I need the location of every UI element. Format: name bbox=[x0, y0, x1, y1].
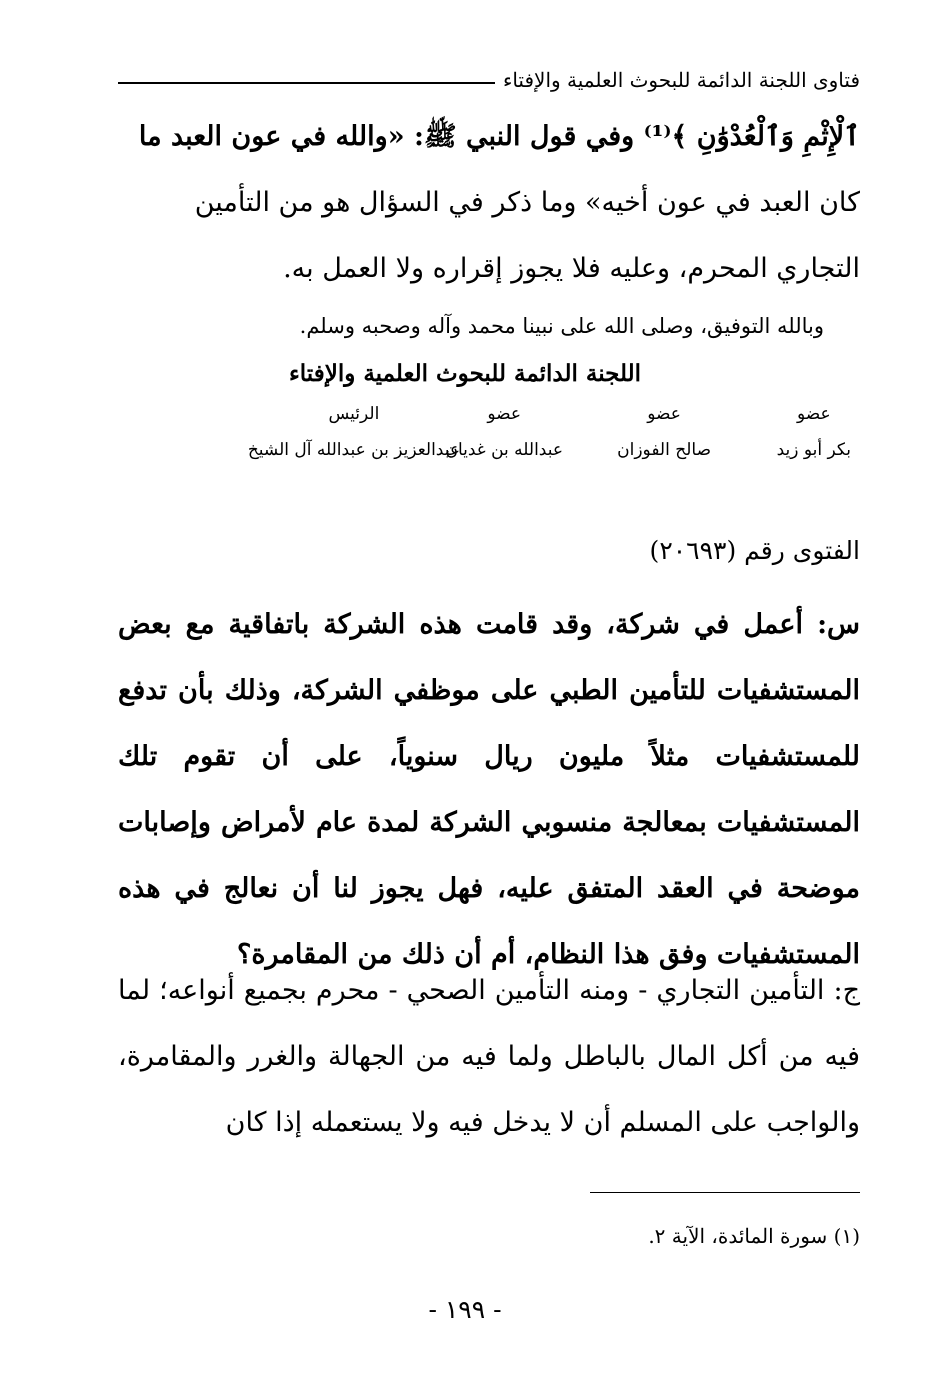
running-header bbox=[118, 62, 860, 98]
signatory-4 bbox=[248, 398, 460, 470]
signatory-name: بكر أبو زيد bbox=[776, 440, 851, 460]
footnote: (١) سورة المائدة، الآية ٢. bbox=[648, 1224, 860, 1248]
question-paragraph: س: أعمل في شركة، وقد قامت هذه الشركة باتفاقية مع بعض المستشفيات للتأمين الطبي على موظفي الشركة، وذلك بأن تدفع للمستشفيات مثلاً مليون ريال سنوياً، على أن تقوم تلك المستشفيات بمعالجة منسوبي الشركة لمدة عام لأمراض وإصابات موضحة في العقد المتفق عليه، فهل يجوز لنا أن نعالج في هذه المستشفيات وفق هذا النظام، أم أن ذلك من المقامرة؟ bbox=[118, 609, 860, 970]
fatwa-number: الفتوى رقم (٢٠٦٩٣) bbox=[649, 536, 860, 565]
answer-paragraph: ج: التأمين التجاري - ومنه التأمين الصحي - محرم بجميع أنواعه؛ لما فيه من أكل المال بالباطل ولما فيه من الجهالة والغرر والمقامرة، والواجب على المسلم أن لا يدخل فيه ولا يستعمله إذا كان bbox=[118, 975, 860, 1138]
signatory-1 bbox=[777, 398, 851, 470]
signatory-name: عبدالعزيز بن عبدالله آل الشيخ bbox=[247, 440, 460, 460]
signatory-3 bbox=[445, 398, 563, 470]
page-number: - ١٩٩ - bbox=[428, 1295, 502, 1324]
running-header-title: فتاوى اللجنة الدائمة للبحوث العلمية والإفتاء bbox=[502, 68, 860, 92]
footnote-rule bbox=[590, 1192, 860, 1193]
closing-formula: وبالله التوفيق، وصلى الله على نبينا محمد وآله وصحبه وسلم. bbox=[299, 314, 824, 338]
signatory-role: عضو bbox=[647, 404, 681, 424]
signatory-role: عضو bbox=[796, 404, 831, 424]
signatory-role: الرئيس bbox=[328, 404, 380, 424]
signatory-name: صالح الفوزان bbox=[617, 440, 711, 460]
committee-name: اللجنة الدائمة للبحوث العلمية والإفتاء bbox=[288, 360, 642, 387]
signatory-role: عضو bbox=[487, 404, 522, 424]
signatory-2 bbox=[617, 398, 711, 470]
previous-answer-line-3: التجاري المحرم، وعليه فلا يجوز إقراره ولا العمل به. bbox=[283, 253, 860, 284]
signatory-name: عبدالله بن غديان bbox=[445, 440, 563, 460]
previous-answer-line-1: ٱلْإِثْمِ وَٱلْعُدْوَٰنِ ﴾⁽¹⁾ وفي قول النبي ﷺ: «والله في عون العبد ما bbox=[138, 121, 860, 152]
header-rule bbox=[118, 82, 495, 84]
signatories-block bbox=[144, 398, 851, 478]
previous-answer-line-2: كان العبد في عون أخيه» وما ذكر في السؤال هو من التأمين bbox=[194, 187, 860, 218]
